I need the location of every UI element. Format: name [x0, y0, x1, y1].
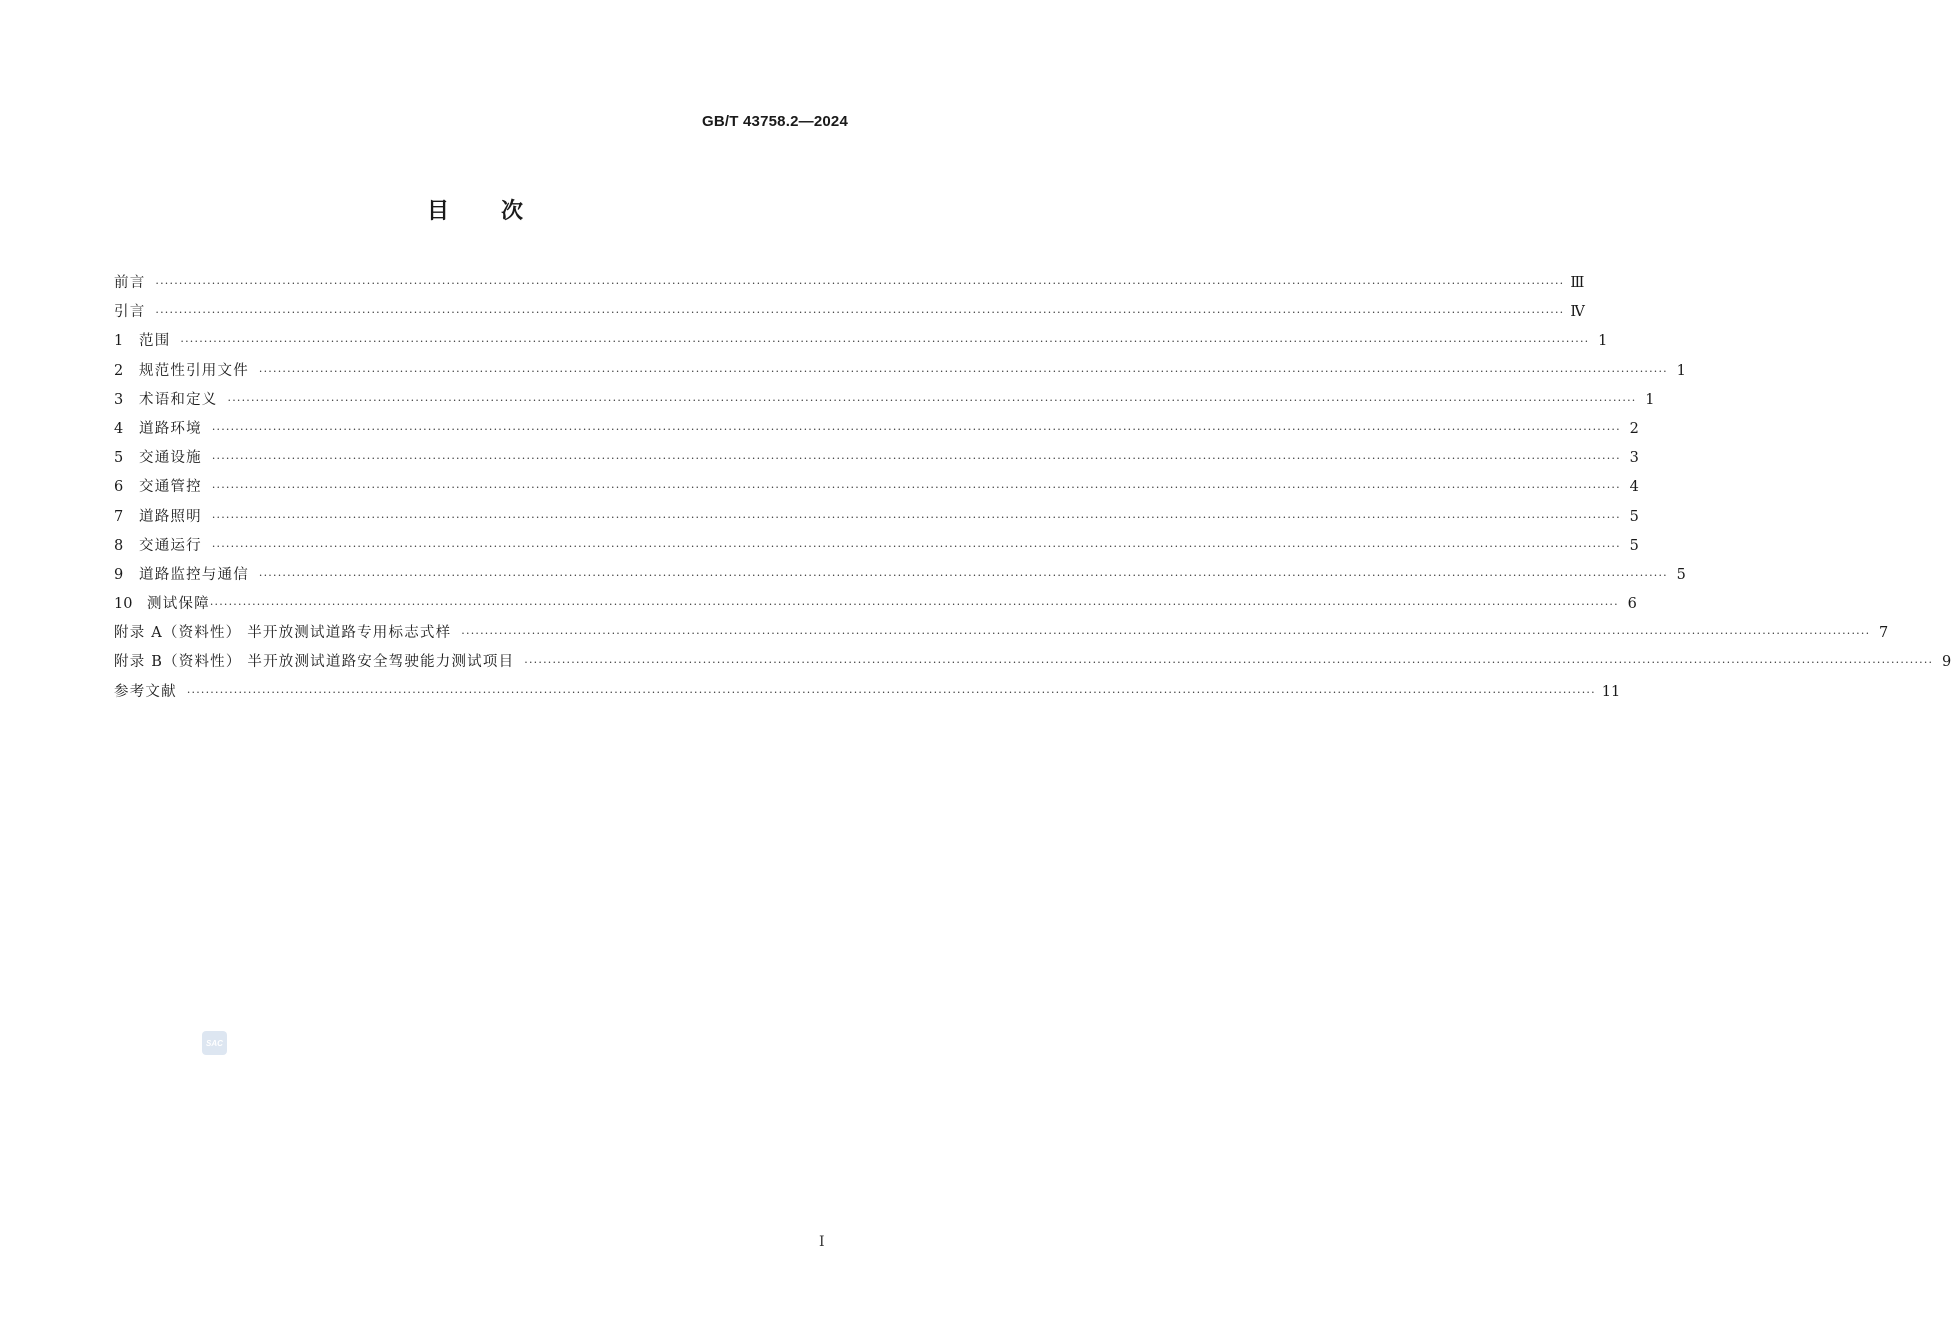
toc-leader-dots: ············································································································································································································································································································ [211, 510, 1621, 524]
toc-item[interactable] [114, 532, 1639, 561]
toc-item[interactable] [114, 386, 1655, 415]
toc-item[interactable] [114, 561, 1686, 590]
toc-item-label: 道路环境 [139, 420, 202, 437]
toc-item[interactable] [114, 298, 1585, 327]
toc-item-page: 5 [1629, 508, 1639, 525]
toc-item-label: 引言 [114, 304, 146, 321]
toc-leader-dots: ············································································································································································································································································································ [524, 656, 1934, 670]
toc-item-page: 11 [1601, 683, 1621, 700]
toc-item-label: 交通管控 [139, 479, 202, 496]
toc-item-number: 10 [114, 596, 133, 613]
toc-leader-dots: ············································································································································································································································································································ [461, 627, 1871, 641]
toc-item-label: 参考文献 [114, 683, 177, 700]
toc-leader-dots: ············································································································································································································································································································ [155, 277, 1565, 290]
toc-leader-dots: ············································································································································································································································································································ [211, 422, 1621, 436]
toc-item-number: 6 [114, 479, 124, 496]
toc-item-label: 范围 [139, 333, 171, 350]
toc-item-number: 7 [114, 508, 124, 525]
toc-item[interactable] [114, 473, 1639, 502]
toc-item[interactable] [114, 503, 1639, 532]
toc-leader-dots: ············································································································································································································································································································ [211, 452, 1621, 466]
toc-item-page: 5 [1629, 537, 1639, 554]
toc-item-label: 道路照明 [139, 508, 202, 525]
sac-logo [202, 1031, 227, 1055]
toc-leader-dots: ············································································································································································································································································································ [211, 481, 1621, 495]
toc-item-number: 8 [114, 537, 124, 554]
toc-item-number: 4 [114, 420, 124, 437]
toc-item[interactable] [114, 678, 1621, 707]
toc-item-number: 9 [114, 566, 124, 583]
toc-item[interactable] [114, 590, 1637, 619]
toc-item-label: 交通设施 [139, 450, 202, 467]
toc-item-page: Ⅲ [1570, 275, 1585, 291]
toc-leader-dots: ············································································································································································································································································································ [227, 393, 1637, 407]
toc-item[interactable] [114, 357, 1686, 386]
toc-item-page: 1 [1676, 362, 1686, 379]
toc-item-label: 道路监控与通信 [139, 566, 249, 583]
toc-item-page: 7 [1879, 625, 1889, 642]
toc-item-page: 4 [1629, 479, 1639, 496]
toc-leader-dots: ············································································································································································································································································································ [258, 568, 1668, 582]
toc-item[interactable] [114, 648, 1951, 677]
toc-leader-dots: ············································································································································································································································································································ [155, 306, 1565, 320]
toc-item-label: 规范性引用文件 [139, 362, 249, 379]
page-title: 目次 [426, 199, 575, 224]
logo-text: SAC [206, 1039, 223, 1048]
toc-item[interactable] [114, 444, 1639, 473]
toc-item-label: 测试保障 [147, 596, 210, 613]
toc-leader-dots: ············································································································································································································································································································ [180, 335, 1590, 349]
table-of-contents [114, 269, 1951, 707]
toc-item-label: 术语和定义 [139, 391, 218, 408]
toc-item-page: 3 [1629, 450, 1639, 467]
toc-item-label: 附录 B（资料性） 半开放测试道路安全驾驶能力测试项目 [114, 654, 515, 671]
toc-item-page: 1 [1645, 391, 1655, 408]
toc-item-page: 6 [1627, 596, 1637, 613]
toc-item-page: 2 [1629, 420, 1639, 437]
toc-item-label: 附录 A（资料性） 半开放测试道路专用标志式样 [114, 625, 452, 642]
toc-item[interactable] [114, 269, 1585, 298]
toc-item-page: 9 [1942, 654, 1951, 671]
page-number: Ⅰ [819, 1234, 825, 1250]
toc-item-number: 2 [114, 362, 124, 379]
toc-item[interactable] [114, 415, 1639, 444]
toc-item-number: 3 [114, 391, 124, 408]
toc-leader-dots: ············································································································································································································································································································ [186, 685, 1596, 699]
toc-item[interactable] [114, 619, 1889, 648]
toc-leader-dots: ············································································································································································································································································································ [258, 364, 1668, 378]
toc-leader-dots: ············································································································································································································································································································ [211, 539, 1621, 553]
toc-item-number: 5 [114, 450, 124, 467]
toc-item-number: 1 [114, 333, 124, 350]
toc-item-label: 交通运行 [139, 537, 202, 554]
standard-number: GB/T 43758.2—2024 [702, 113, 848, 130]
toc-item-page: Ⅳ [1570, 304, 1585, 321]
toc-item[interactable] [114, 327, 1608, 356]
toc-leader-dots: ············································································································································································································································································································ [209, 598, 1619, 612]
toc-item-page: 5 [1676, 566, 1686, 583]
toc-item-label: 前言 [114, 275, 146, 291]
toc-item-page: 1 [1598, 333, 1608, 350]
